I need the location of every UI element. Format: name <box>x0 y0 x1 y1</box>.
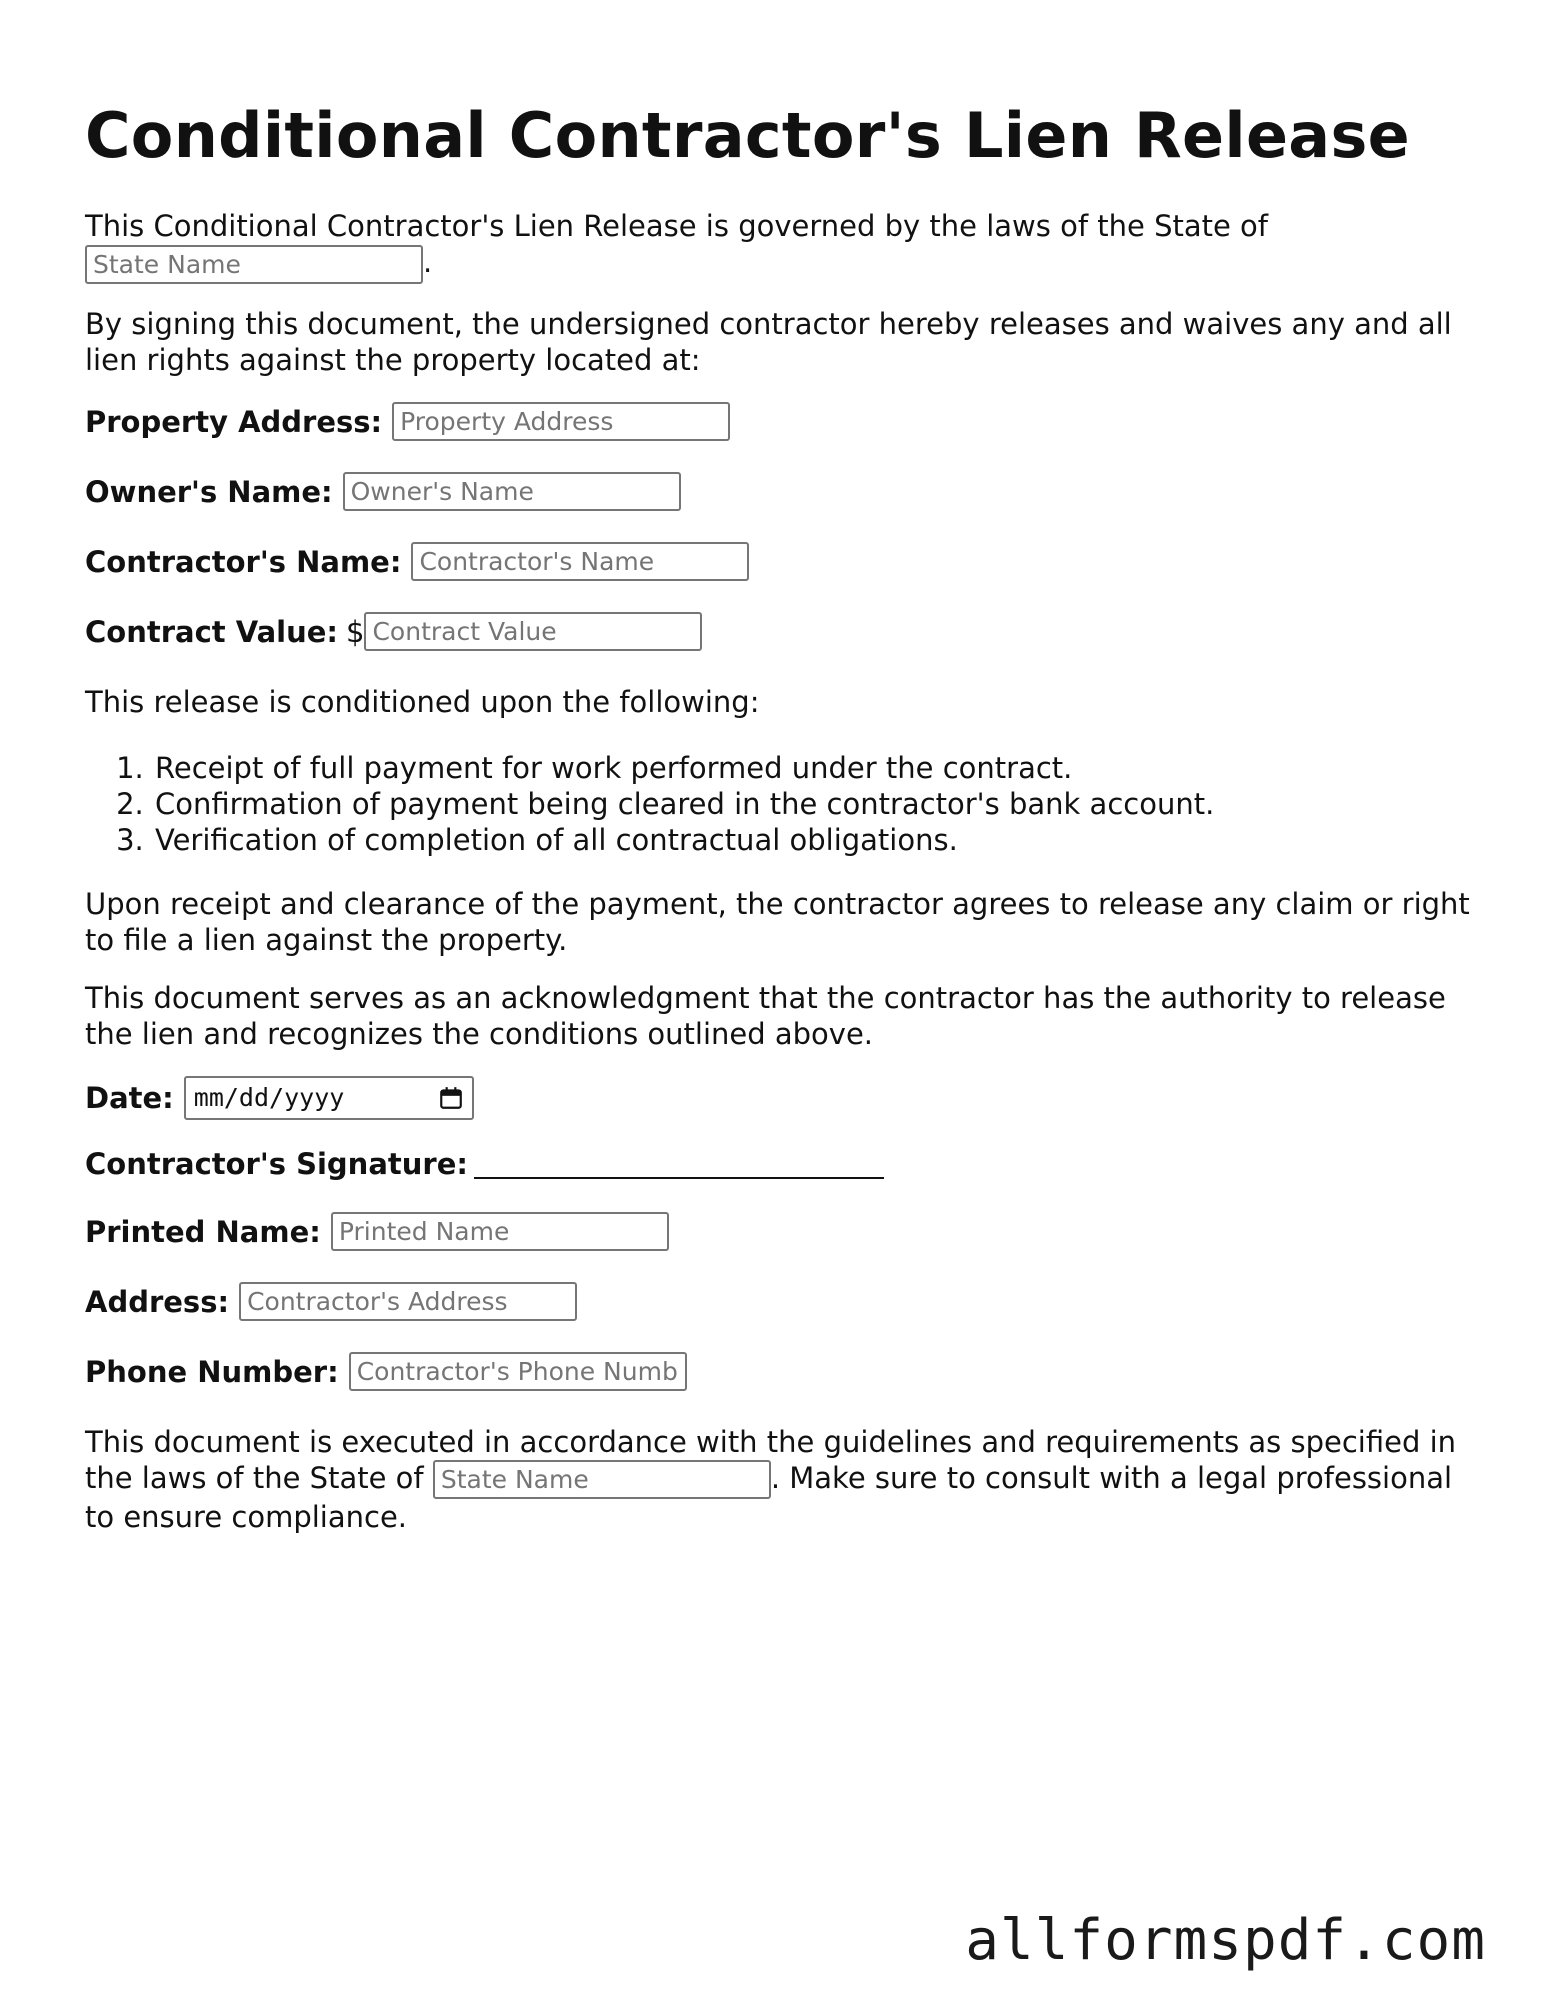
conditions-intro: This release is conditioned upon the following: <box>85 684 760 719</box>
acknowledgment-paragraph: This document serves as an acknowledgment that the contractor has the authority to release the lien and recognizes the conditions outlined above. <box>85 980 1446 1051</box>
contract-value-row <box>85 614 1485 650</box>
address-row <box>85 1284 1485 1320</box>
contract-value-input[interactable] <box>364 612 702 651</box>
closing-text-start: This document is executed in accordance with the guidelines and requirements as specified in the laws of the State of <box>85 1424 1457 1495</box>
contractor-name-label: Contractor's Name: <box>85 544 402 579</box>
phone-input[interactable] <box>349 1352 687 1391</box>
condition-item: 3. Verification of completion of all contractual obligations. <box>153 822 1485 858</box>
date-label: Date: <box>85 1080 174 1115</box>
currency-symbol: $ <box>346 614 365 649</box>
closing-text-end: . Make sure to consult with a legal professional to ensure compliance. <box>85 1460 1453 1534</box>
signature-line[interactable] <box>474 1149 884 1179</box>
condition-item: 1. Receipt of full payment for work performed under the contract. <box>153 750 1485 786</box>
contractor-name-input[interactable] <box>411 542 749 581</box>
owner-name-label: Owner's Name: <box>85 474 333 509</box>
date-input[interactable] <box>184 1076 474 1120</box>
agreement-paragraph: Upon receipt and clearance of the payment, the contractor agrees to release any claim or right to file a lien against the property. <box>85 886 1470 957</box>
owner-name-row <box>85 474 1485 510</box>
signature-row <box>85 1146 1485 1182</box>
release-statement: By signing this document, the undersigned contractor hereby releases and waives any and all lien rights against the property located at: <box>85 306 1452 377</box>
property-address-label: Property Address: <box>85 404 383 439</box>
site-watermark: allformspdf.com <box>965 1908 1486 1973</box>
printed-name-input[interactable] <box>331 1212 669 1251</box>
document <box>85 100 1485 1557</box>
calendar-icon[interactable] <box>438 1085 464 1111</box>
state-name-input[interactable] <box>85 245 423 284</box>
property-address-row <box>85 404 1485 440</box>
contract-value-label: Contract Value: <box>85 614 339 649</box>
phone-label: Phone Number: <box>85 1354 339 1389</box>
signature-label: Contractor's Signature: <box>85 1146 468 1181</box>
owner-name-input[interactable] <box>343 472 681 511</box>
date-row <box>85 1080 1485 1116</box>
printed-name-row <box>85 1214 1485 1250</box>
address-input[interactable] <box>239 1282 577 1321</box>
intro-period: . <box>423 245 433 279</box>
condition-item: 2. Confirmation of payment being cleared in the contractor's bank account. <box>153 786 1485 822</box>
printed-name-label: Printed Name: <box>85 1214 321 1249</box>
date-placeholder: mm/dd/yyyy <box>193 1082 345 1112</box>
contractor-name-row <box>85 544 1485 580</box>
closing-state-name-input[interactable] <box>433 1460 771 1499</box>
conditions-list <box>85 750 1485 858</box>
address-label: Address: <box>85 1284 230 1319</box>
property-address-input[interactable] <box>392 402 730 441</box>
closing-paragraph <box>85 1424 1485 1536</box>
phone-row <box>85 1354 1485 1390</box>
intro-text: This Conditional Contractor's Lien Release is governed by the laws of the State of <box>85 209 1268 243</box>
intro-paragraph <box>85 208 1485 284</box>
document-title: Conditional Contractor's Lien Release <box>85 99 1410 172</box>
